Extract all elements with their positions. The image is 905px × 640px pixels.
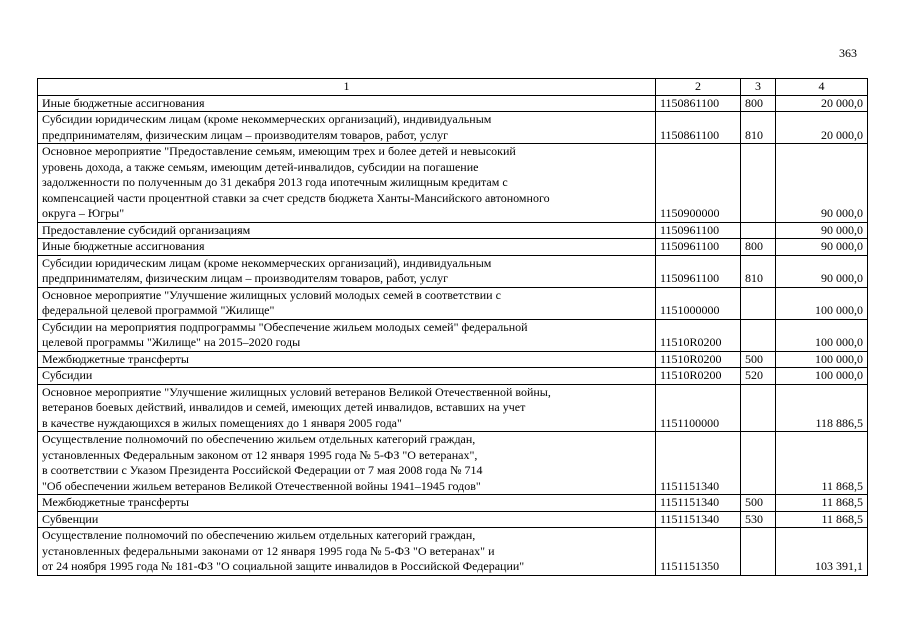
row-type-cell: 500	[741, 351, 776, 368]
row-amount-cell: 11 868,5	[776, 511, 868, 528]
row-name-cell: Основное мероприятие "Предоставление семьям, имеющим трех и более детей и невысокий уровень дохода, а также семьям, имеющим детей-инвалидов, субсидии на погашение задолженности по полученным до 31 декабря 2013 года ипотечным жилищным кредитам с компенсацией части процентной ставки за счет средств бюджета Ханты-Мансийского автономного округа – Югры"	[38, 144, 656, 223]
table-row	[38, 495, 868, 512]
row-code-cell: 1151151340	[656, 495, 741, 512]
row-amount-cell: 11 868,5	[776, 432, 868, 495]
column-header-name: 1	[38, 79, 656, 96]
row-name-cell: Предоставление субсидий организациям	[38, 222, 656, 239]
row-amount-cell: 20 000,0	[776, 112, 868, 144]
row-code-cell: 1151100000	[656, 384, 741, 432]
row-name-cell: Субсидии	[38, 368, 656, 385]
row-name-cell: Иные бюджетные ассигнования	[38, 95, 656, 112]
row-amount-cell: 90 000,0	[776, 144, 868, 223]
row-name-cell: Основное мероприятие "Улучшение жилищных условий молодых семей в соответствии с федеральной целевой программой "Жилище"	[38, 287, 656, 319]
row-code-cell: 1151000000	[656, 287, 741, 319]
row-name-cell: Осуществление полномочий по обеспечению жильем отдельных категорий граждан, установленных Федеральным законом от 12 января 1995 года № 5-ФЗ "О ветеранах", в соответствии с Указом Президента Российской Федерации от 7 мая 2008 года № 714 "Об обеспечении жильем ветеранов Великой Отечественной войны 1941–1945 годов"	[38, 432, 656, 495]
row-name-cell: Субвенции	[38, 511, 656, 528]
table-header-row	[38, 79, 868, 96]
row-amount-cell: 118 886,5	[776, 384, 868, 432]
row-type-cell	[741, 432, 776, 495]
table-row	[38, 112, 868, 144]
table-row	[38, 384, 868, 432]
row-name-cell: Иные бюджетные ассигнования	[38, 239, 656, 256]
row-type-cell: 800	[741, 239, 776, 256]
row-code-cell: 1150861100	[656, 95, 741, 112]
row-type-cell	[741, 528, 776, 576]
row-code-cell: 11510R0200	[656, 319, 741, 351]
row-type-cell: 530	[741, 511, 776, 528]
budget-table-body	[38, 79, 868, 576]
table-row	[38, 319, 868, 351]
table-row	[38, 222, 868, 239]
budget-table	[37, 78, 868, 576]
row-amount-cell: 100 000,0	[776, 368, 868, 385]
column-header-amount: 4	[776, 79, 868, 96]
row-amount-cell: 90 000,0	[776, 239, 868, 256]
row-name-cell: Субсидии юридическим лицам (кроме некоммерческих организаций), индивидуальным предпринимателям, физическим лицам – производителям товаров, работ, услуг	[38, 255, 656, 287]
row-amount-cell: 90 000,0	[776, 222, 868, 239]
row-type-cell: 500	[741, 495, 776, 512]
row-type-cell: 810	[741, 255, 776, 287]
row-code-cell: 1151151340	[656, 511, 741, 528]
row-name-cell: Осуществление полномочий по обеспечению жильем отдельных категорий граждан, установленных федеральными законами от 12 января 1995 года № 5-ФЗ "О ветеранах" и от 24 ноября 1995 года № 181-ФЗ "О социальной защите инвалидов в Российской Федерации"	[38, 528, 656, 576]
column-header-code: 2	[656, 79, 741, 96]
row-amount-cell: 103 391,1	[776, 528, 868, 576]
table-row	[38, 239, 868, 256]
row-type-cell: 520	[741, 368, 776, 385]
row-type-cell	[741, 222, 776, 239]
row-code-cell: 1151151350	[656, 528, 741, 576]
row-name-cell: Межбюджетные трансферты	[38, 351, 656, 368]
row-amount-cell: 100 000,0	[776, 319, 868, 351]
row-type-cell: 800	[741, 95, 776, 112]
table-row	[38, 528, 868, 576]
row-code-cell: 1150861100	[656, 112, 741, 144]
table-row	[38, 368, 868, 385]
row-type-cell: 810	[741, 112, 776, 144]
table-row	[38, 511, 868, 528]
column-header-type: 3	[741, 79, 776, 96]
row-type-cell	[741, 287, 776, 319]
row-type-cell	[741, 384, 776, 432]
row-amount-cell: 100 000,0	[776, 287, 868, 319]
row-code-cell: 1150900000	[656, 144, 741, 223]
row-type-cell	[741, 144, 776, 223]
row-code-cell: 1150961100	[656, 239, 741, 256]
row-name-cell: Межбюджетные трансферты	[38, 495, 656, 512]
table-row	[38, 95, 868, 112]
row-amount-cell: 11 868,5	[776, 495, 868, 512]
row-amount-cell: 100 000,0	[776, 351, 868, 368]
table-row	[38, 255, 868, 287]
table-row	[38, 432, 868, 495]
row-code-cell: 1150961100	[656, 222, 741, 239]
row-amount-cell: 20 000,0	[776, 95, 868, 112]
row-amount-cell: 90 000,0	[776, 255, 868, 287]
row-code-cell: 11510R0200	[656, 351, 741, 368]
page-number: 363	[839, 46, 857, 60]
row-code-cell: 11510R0200	[656, 368, 741, 385]
row-name-cell: Основное мероприятие "Улучшение жилищных условий ветеранов Великой Отечественной войны, ветеранов боевых действий, инвалидов и семей, имеющих детей инвалидов, вставших на учет в качестве нуждающихся в жилых помещениях до 1 января 2005 года"	[38, 384, 656, 432]
table-row	[38, 287, 868, 319]
row-name-cell: Субсидии юридическим лицам (кроме некоммерческих организаций), индивидуальным предпринимателям, физическим лицам – производителям товаров, работ, услуг	[38, 112, 656, 144]
row-name-cell: Субсидии на мероприятия подпрограммы "Обеспечение жильем молодых семей" федеральной целевой программы "Жилище" на 2015–2020 годы	[38, 319, 656, 351]
row-type-cell	[741, 319, 776, 351]
row-code-cell: 1150961100	[656, 255, 741, 287]
row-code-cell: 1151151340	[656, 432, 741, 495]
table-row	[38, 351, 868, 368]
table-row	[38, 144, 868, 223]
